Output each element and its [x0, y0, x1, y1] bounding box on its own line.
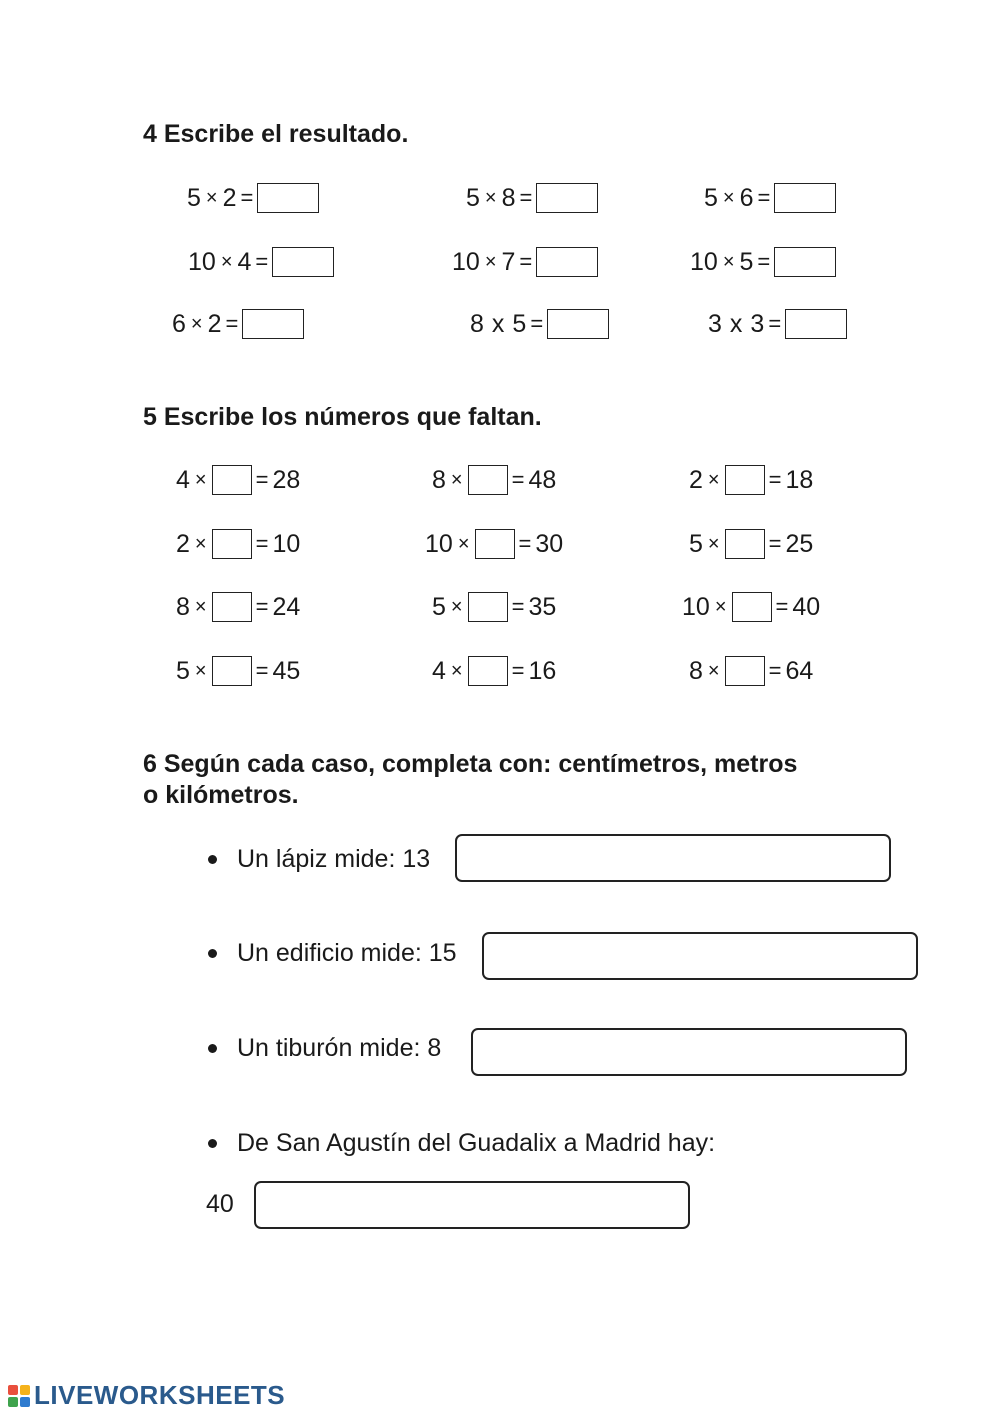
- unit-answer-box[interactable]: [254, 1181, 690, 1229]
- missing-number-box[interactable]: [468, 465, 508, 495]
- answer-box[interactable]: [272, 247, 334, 277]
- missing-number-box[interactable]: [725, 529, 765, 559]
- missing-number-equation: 5 × = 45: [176, 657, 301, 685]
- answer-box[interactable]: [547, 309, 609, 339]
- missing-number-box[interactable]: [468, 592, 508, 622]
- list-item-text: De San Agustín del Guadalix a Madrid hay:: [237, 1129, 716, 1157]
- section-6-title: 6 Según cada caso, completa con: centímetros, metros: [143, 750, 798, 778]
- brand-name: LIVEWORKSHEETS: [34, 1380, 286, 1410]
- multiplication-equation: 10 × 7 =: [452, 247, 598, 277]
- unit-answer-box[interactable]: [455, 834, 891, 882]
- missing-number-equation: 5 × = 25: [689, 530, 814, 558]
- unit-answer-box[interactable]: [471, 1028, 907, 1076]
- multiplication-equation: 6 × 2 =: [172, 309, 304, 339]
- answer-box[interactable]: [774, 183, 836, 213]
- missing-number-equation: 4 × = 16: [432, 657, 557, 685]
- multiplication-equation: 10 × 5 =: [690, 247, 836, 277]
- answer-box[interactable]: [774, 247, 836, 277]
- unit-answer-box[interactable]: [482, 932, 918, 980]
- multiplication-equation: 5 × 8 =: [466, 183, 598, 213]
- bullet-icon: [208, 1044, 217, 1053]
- list-item: [208, 844, 430, 874]
- bullet-icon: [208, 1139, 217, 1148]
- section-6-title-continued: o kilómetros.: [143, 781, 299, 809]
- section-4-title: 4 Escribe el resultado.: [143, 120, 409, 148]
- multiplication-equation: 10 × 4 =: [188, 247, 334, 277]
- missing-number-box[interactable]: [212, 529, 252, 559]
- missing-number-equation: 4 × = 28: [176, 466, 301, 494]
- missing-number-equation: 8 × = 64: [689, 657, 814, 685]
- bullet-icon: [208, 855, 217, 864]
- answer-box[interactable]: [785, 309, 847, 339]
- multiplication-equation: 5 × 6 =: [704, 183, 836, 213]
- bullet-icon: [208, 949, 217, 958]
- list-item-text: Un tiburón mide: 8: [237, 1034, 442, 1062]
- missing-number-box[interactable]: [475, 529, 515, 559]
- missing-number-box[interactable]: [212, 656, 252, 686]
- footer: [8, 1380, 285, 1411]
- missing-number-equation: 2 × = 10: [176, 530, 301, 558]
- multiplication-equation: 5 × 2 =: [187, 183, 319, 213]
- answer-box[interactable]: [536, 247, 598, 277]
- missing-number-box[interactable]: [725, 656, 765, 686]
- missing-number-box[interactable]: [732, 592, 772, 622]
- list-item: [208, 1033, 441, 1063]
- missing-number-box[interactable]: [212, 592, 252, 622]
- list-item: [208, 1128, 715, 1158]
- missing-number-box[interactable]: [212, 465, 252, 495]
- missing-number-equation: 5 × = 35: [432, 593, 557, 621]
- list-item: [208, 938, 457, 968]
- answer-box[interactable]: [242, 309, 304, 339]
- multiplication-equation: 3 x 3 =: [708, 309, 847, 339]
- list-item-text: Un edificio mide: 15: [237, 939, 457, 967]
- list-item-text: Un lápiz mide: 13: [237, 845, 431, 873]
- missing-number-equation: 8 × = 48: [432, 466, 557, 494]
- section-5-title: 5 Escribe los números que faltan.: [143, 403, 542, 431]
- answer-box[interactable]: [257, 183, 319, 213]
- multiplication-equation: 8 x 5 =: [470, 309, 609, 339]
- missing-number-box[interactable]: [725, 465, 765, 495]
- missing-number-equation: 10 × = 30: [425, 530, 564, 558]
- missing-number-equation: 2 × = 18: [689, 466, 814, 494]
- missing-number-equation: 8 × = 24: [176, 593, 301, 621]
- answer-box[interactable]: [536, 183, 598, 213]
- missing-number-box[interactable]: [468, 656, 508, 686]
- distance-value: 40: [206, 1190, 234, 1218]
- missing-number-equation: 10 × = 40: [682, 593, 821, 621]
- liveworksheets-logo-icon: [8, 1385, 30, 1407]
